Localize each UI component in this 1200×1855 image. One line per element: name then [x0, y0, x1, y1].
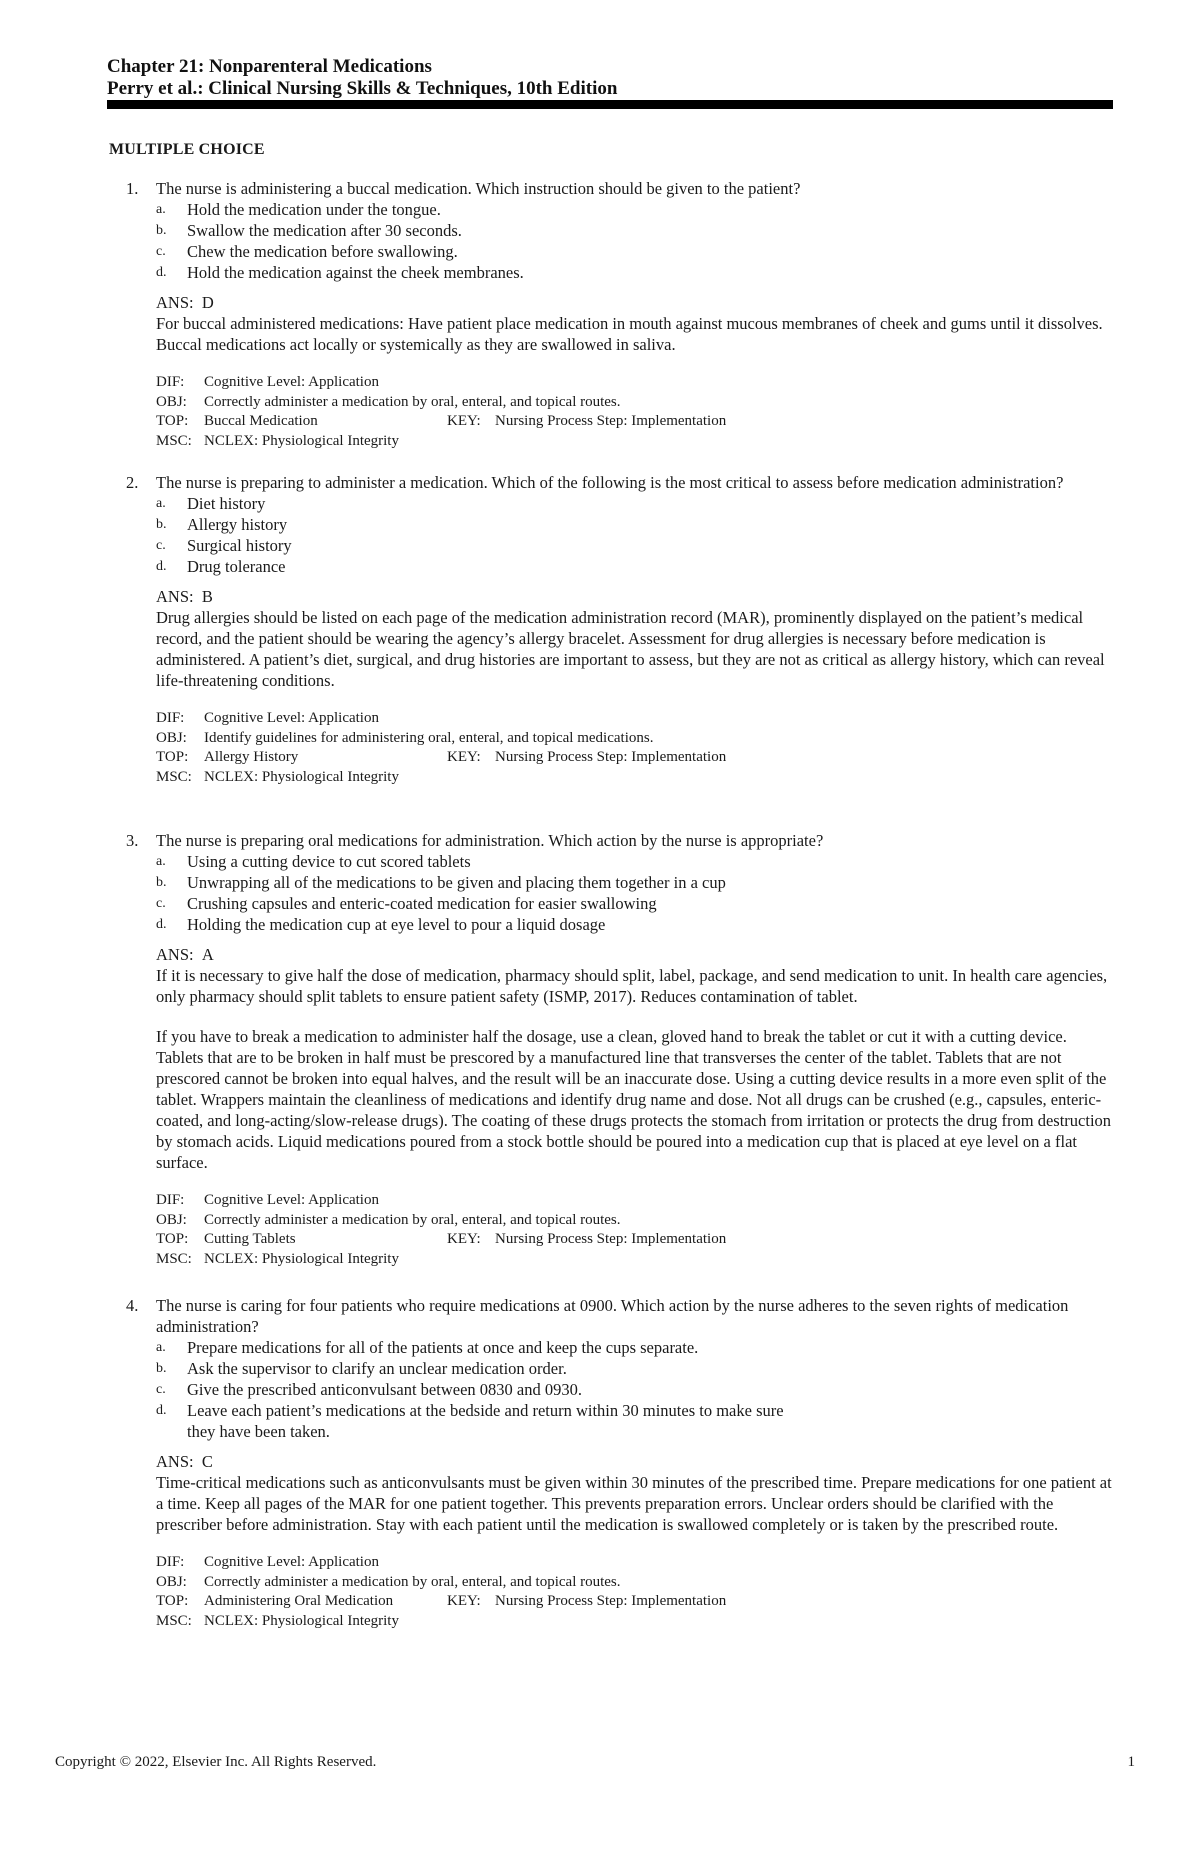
obj-label: OBJ: — [156, 393, 187, 410]
answer-line — [156, 944, 1116, 965]
choice-list — [156, 199, 1116, 283]
msc-label: MSC: — [156, 1612, 192, 1629]
top-label: TOP: — [156, 413, 189, 429]
section-title: MULTIPLE CHOICE — [109, 141, 265, 158]
choice-d — [156, 914, 1116, 935]
choice-text: Hold the medication against the cheek membranes. — [187, 263, 524, 282]
choice-label: c. — [156, 538, 166, 553]
msc-label: MSC: — [156, 432, 192, 449]
choice-label: c. — [156, 1382, 166, 1397]
obj-label: OBJ: — [156, 1211, 187, 1228]
choice-label: a. — [156, 496, 166, 511]
choice-text: Using a cutting device to cut scored tablets — [187, 852, 471, 871]
question-number: 2. — [126, 473, 139, 492]
choice-text: Holding the medication cup at eye level to pour a liquid dosage — [187, 915, 606, 934]
question-metadata — [156, 373, 1116, 451]
msc-value: NCLEX: Physiological Integrity — [204, 1250, 399, 1267]
choice-c — [156, 535, 1116, 556]
choice-label: d. — [156, 265, 167, 280]
question-4 — [126, 1295, 1116, 1631]
rationale — [156, 1472, 1116, 1535]
choice-text: Drug tolerance — [187, 557, 286, 576]
top-label: TOP: — [156, 1231, 189, 1247]
dif-value: Cognitive Level: Application — [204, 374, 379, 390]
obj-value: Correctly administer a medication by oral, enteral, and topical routes. — [204, 1573, 621, 1590]
msc-label: MSC: — [156, 1250, 192, 1267]
question-3 — [126, 830, 1116, 1269]
rationale-paragraph: Drug allergies should be listed on each page of the medication administration record (MAR), prominently displayed on the patient’s medical record, and the patient should be wearing the agency’s allergy bracelet. Assessment for drug allergies is necessary before medication is administered. A patient’s diet, surgical, and drug histories are important to assess, but they are not as critical as allergy history, which can reveal life-threatening conditions. — [156, 608, 1105, 690]
book-title: Perry et al.: Clinical Nursing Skills & Techniques, 10th Edition — [107, 78, 618, 99]
rationale — [156, 313, 1116, 355]
answer-label: ANS: — [156, 293, 194, 312]
key-label: KEY: — [447, 413, 481, 429]
choice-a — [156, 851, 1116, 872]
answer-value: B — [201, 587, 213, 606]
question-number: 3. — [126, 831, 139, 850]
obj-value: Correctly administer a medication by oral, enteral, and topical routes. — [204, 393, 621, 410]
choice-c — [156, 1379, 1116, 1400]
top-value: Cutting Tablets — [204, 1231, 296, 1247]
header-rule — [107, 100, 1113, 109]
choice-text: Diet history — [187, 494, 266, 513]
dif-label: DIF: — [156, 710, 185, 726]
choice-d — [156, 262, 1116, 283]
dif-label: DIF: — [156, 1554, 185, 1570]
question-number: 4. — [126, 1296, 139, 1315]
question-stem: The nurse is preparing oral medications for administration. Which action by the nurse is appropriate? — [156, 831, 824, 850]
choice-list — [156, 851, 1116, 935]
dif-value: Cognitive Level: Application — [204, 1554, 379, 1570]
choice-label: c. — [156, 896, 166, 911]
choice-text: Allergy history — [187, 515, 288, 534]
top-value: Administering Oral Medication — [204, 1593, 394, 1609]
choice-label: b. — [156, 223, 167, 238]
choice-text: Swallow the medication after 30 seconds. — [187, 221, 462, 240]
answer-value: C — [201, 1452, 213, 1471]
obj-label: OBJ: — [156, 729, 187, 746]
answer-line — [156, 586, 1116, 607]
answer-value: D — [201, 293, 214, 312]
choice-text: Leave each patient’s medications at the bedside and return within 30 minutes to make sure they have been taken. — [187, 1401, 784, 1441]
choice-label: d. — [156, 1403, 167, 1418]
choice-d — [156, 1400, 1116, 1442]
question-stem: The nurse is caring for four patients who require medications at 0900. Which action by the nurse adheres to the seven rights of medication administration? — [156, 1296, 1069, 1336]
page-header — [107, 56, 1112, 100]
choice-text: Chew the medication before swallowing. — [187, 242, 458, 261]
choice-text: Crushing capsules and enteric-coated medication for easier swallowing — [187, 894, 657, 913]
question-stem: The nurse is preparing to administer a medication. Which of the following is the most critical to assess before medication administration? — [156, 473, 1064, 492]
rationale — [156, 607, 1116, 691]
dif-value: Cognitive Level: Application — [204, 1192, 379, 1208]
dif-value: Cognitive Level: Application — [204, 710, 379, 726]
choice-d — [156, 556, 1116, 577]
copyright-notice: Copyright © 2022, Elsevier Inc. All Rights Reserved. — [55, 1754, 377, 1770]
obj-label: OBJ: — [156, 1573, 187, 1590]
answer-label: ANS: — [156, 1452, 194, 1471]
chapter-title: Chapter 21: Nonparenteral Medications — [107, 56, 432, 77]
choice-b — [156, 220, 1116, 241]
question-stem: The nurse is administering a buccal medication. Which instruction should be given to the patient? — [156, 179, 801, 198]
key-value: Nursing Process Step: Implementation — [495, 413, 727, 429]
answer-label: ANS: — [156, 945, 194, 964]
answer-value: A — [201, 945, 214, 964]
choice-label: b. — [156, 1361, 167, 1376]
question-metadata — [156, 1191, 1116, 1269]
top-value: Buccal Medication — [204, 413, 318, 429]
choice-label: b. — [156, 875, 167, 890]
top-label: TOP: — [156, 749, 189, 765]
rationale-paragraph: If you have to break a medication to administer half the dosage, use a clean, gloved hand to break the tablet or cut it with a cutting device. Tablets that are to be broken in half must be prescored by a manufactured line that transverses the center of the tablet. Tablets that are not prescored cannot be broken into equal halves, and the result will be an inaccurate dose. Using a cutting device results in a more even split of the tablet. Wrappers maintain the cleanliness of medications and identify drug name and dose. Not all drugs can be crushed (e.g., capsules, enteric-coated, and long-acting/slow-release drugs). The coating of these drugs protects the stomach from irritation or protects the drug from destruction by stomach acids. Liquid medications poured from a stock bottle should be poured into a medication cup that is placed at eye level on a flat surface. — [156, 1027, 1112, 1172]
choice-text: Ask the supervisor to clarify an unclear medication order. — [187, 1359, 567, 1378]
answer-label: ANS: — [156, 587, 194, 606]
choice-label: d. — [156, 917, 167, 932]
choice-text: Give the prescribed anticonvulsant between 0830 and 0930. — [187, 1380, 582, 1399]
page-number: 1 — [1127, 1754, 1135, 1770]
msc-value: NCLEX: Physiological Integrity — [204, 768, 399, 785]
top-label: TOP: — [156, 1593, 189, 1609]
choice-label: a. — [156, 1340, 166, 1355]
choice-b — [156, 1358, 1116, 1379]
question-2 — [126, 472, 1116, 787]
rationale — [156, 965, 1116, 1173]
question-number: 1. — [126, 179, 139, 198]
key-value: Nursing Process Step: Implementation — [495, 1593, 727, 1609]
choice-b — [156, 872, 1116, 893]
dif-label: DIF: — [156, 1192, 185, 1208]
choice-label: a. — [156, 854, 166, 869]
choice-text: Prepare medications for all of the patients at once and keep the cups separate. — [187, 1338, 699, 1357]
rationale-paragraph: Time-critical medications such as anticonvulsants must be given within 30 minutes of the prescribed time. Prepare medications for one patient at a time. Keep all pages of the MAR for one patient together. This prevents preparation errors. Unclear orders should be clarified with the prescriber before administration. Stay with each patient until the medication is swallowed completely or is taken by the prescribed route. — [156, 1473, 1112, 1534]
choice-a — [156, 199, 1116, 220]
choice-text: Surgical history — [187, 536, 292, 555]
obj-value: Identify guidelines for administering oral, enteral, and topical medications. — [204, 729, 654, 746]
dif-label: DIF: — [156, 374, 185, 390]
question-metadata — [156, 1553, 1116, 1631]
answer-line — [156, 1451, 1116, 1472]
msc-label: MSC: — [156, 768, 192, 785]
choice-text: Hold the medication under the tongue. — [187, 200, 441, 219]
key-label: KEY: — [447, 1593, 481, 1609]
choice-text: Unwrapping all of the medications to be given and placing them together in a cup — [187, 873, 726, 892]
choice-a — [156, 493, 1116, 514]
answer-line — [156, 292, 1116, 313]
key-value: Nursing Process Step: Implementation — [495, 1231, 727, 1247]
choice-label: d. — [156, 559, 167, 574]
key-value: Nursing Process Step: Implementation — [495, 749, 727, 765]
choice-label: b. — [156, 517, 167, 532]
rationale-paragraph: For buccal administered medications: Have patient place medication in mouth against mucous membranes of cheek and gums until it dissolves. Buccal medications act locally or systemically as they are swallowed in saliva. — [156, 314, 1103, 354]
choice-list — [156, 493, 1116, 577]
key-label: KEY: — [447, 1231, 481, 1247]
key-label: KEY: — [447, 749, 481, 765]
question-metadata — [156, 709, 1116, 787]
choice-c — [156, 893, 1116, 914]
choice-b — [156, 514, 1116, 535]
obj-value: Correctly administer a medication by oral, enteral, and topical routes. — [204, 1211, 621, 1228]
choice-label: a. — [156, 202, 166, 217]
choice-a — [156, 1337, 1116, 1358]
choice-label: c. — [156, 244, 166, 259]
top-value: Allergy History — [204, 749, 299, 765]
msc-value: NCLEX: Physiological Integrity — [204, 1612, 399, 1629]
msc-value: NCLEX: Physiological Integrity — [204, 432, 399, 449]
choice-c — [156, 241, 1116, 262]
choice-list — [156, 1337, 1116, 1442]
question-1 — [126, 178, 1116, 451]
rationale-paragraph: If it is necessary to give half the dose of medication, pharmacy should split, label, package, and send medication to unit. In health care agencies, only pharmacy should split tablets to ensure patient safety (ISMP, 2017). Reduces contamination of tablet. — [156, 966, 1108, 1006]
